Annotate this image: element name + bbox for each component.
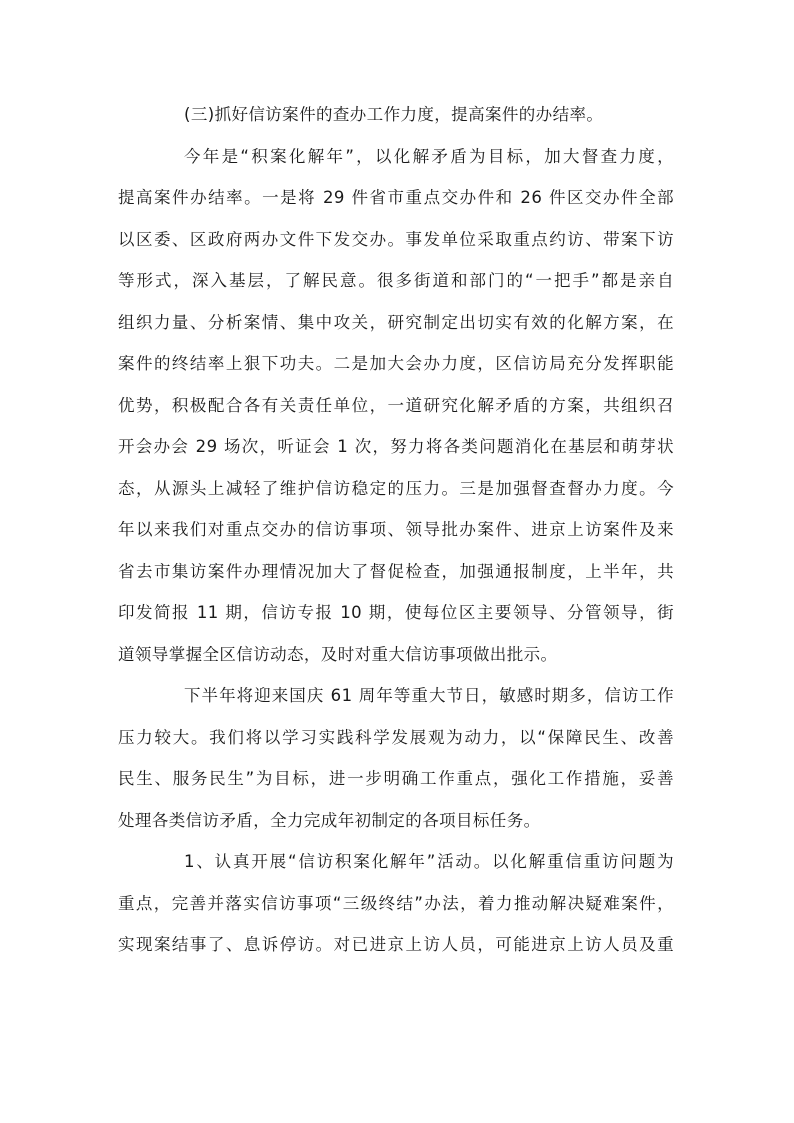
paragraph-line: 处理各类信访矛盾，全力完成年初制定的各项目标任务。 <box>118 810 541 830</box>
section-heading: (三)抓好信访案件的查办工作力度，提高案件的办结率。 <box>184 105 604 124</box>
paragraph-line: 下半年将迎来国庆 61 周年等重大节日，敏感时期多，信访工作 <box>184 686 674 705</box>
paragraph-line: 案件的终结率上狠下功夫。二是加大会办力度，区信访局充分发挥职能 <box>118 354 674 373</box>
paragraph-line: 重点，完善并落实信访事项“三级终结”办法，着力推动解决疑难案件， <box>118 893 674 913</box>
paragraph-line: 今年是“积案化解年”，以化解矛盾为目标，加大督查力度， <box>184 146 674 166</box>
paragraph-line: 1、认真开展“信访积案化解年”活动。以化解重信重访问题为 <box>184 852 674 871</box>
paragraph-line: 开会办会 29 场次，听证会 1 次，努力将各类问题消化在基层和萌芽状 <box>118 437 674 456</box>
paragraph-line: 年以来我们对重点交办的信访事项、领导批办案件、进京上访案件及来 <box>118 520 674 539</box>
paragraph-line: 态，从源头上减轻了维护信访稳定的压力。三是加强督查督办力度。今 <box>118 478 674 498</box>
paragraph-line: 组织力量、分析案情、集中攻关，研究制定出切实有效的化解方案，在 <box>118 312 674 332</box>
paragraph-line: 以区委、区政府两办文件下发交办。事发单位采取重点约访、带案下访 <box>118 229 674 249</box>
paragraph-line: 提高案件办结率。一是将 29 件省市重点交办件和 26 件区交办件全部 <box>118 188 674 207</box>
paragraph-line: 印发简报 11 期，信访专报 10 期，使每位区主要领导、分管领导，街 <box>118 603 674 622</box>
paragraph-line: 民生、服务民生”为目标，进一步明确工作重点，强化工作措施，妥善 <box>118 769 674 788</box>
paragraph-line: 优势，积极配合各有关责任单位，一道研究化解矛盾的方案，共组织召 <box>118 395 674 415</box>
paragraph-line: 道领导掌握全区信访动态，及时对重大信访事项做出批示。 <box>118 644 558 664</box>
paragraph-line: 等形式，深入基层，了解民意。很多街道和部门的“一把手”都是亲自 <box>118 271 674 290</box>
document-body <box>118 94 674 966</box>
paragraph-line: 实现案结事了、息诉停访。对已进京上访人员，可能进京上访人员及重 <box>118 935 674 954</box>
paragraph-line: 省去市集访案件办理情况加大了督促检查，加强通报制度，上半年，共 <box>118 561 674 581</box>
paragraph-line: 压力较大。我们将以学习实践科学发展观为动力，以“保障民生、改善 <box>118 727 674 747</box>
